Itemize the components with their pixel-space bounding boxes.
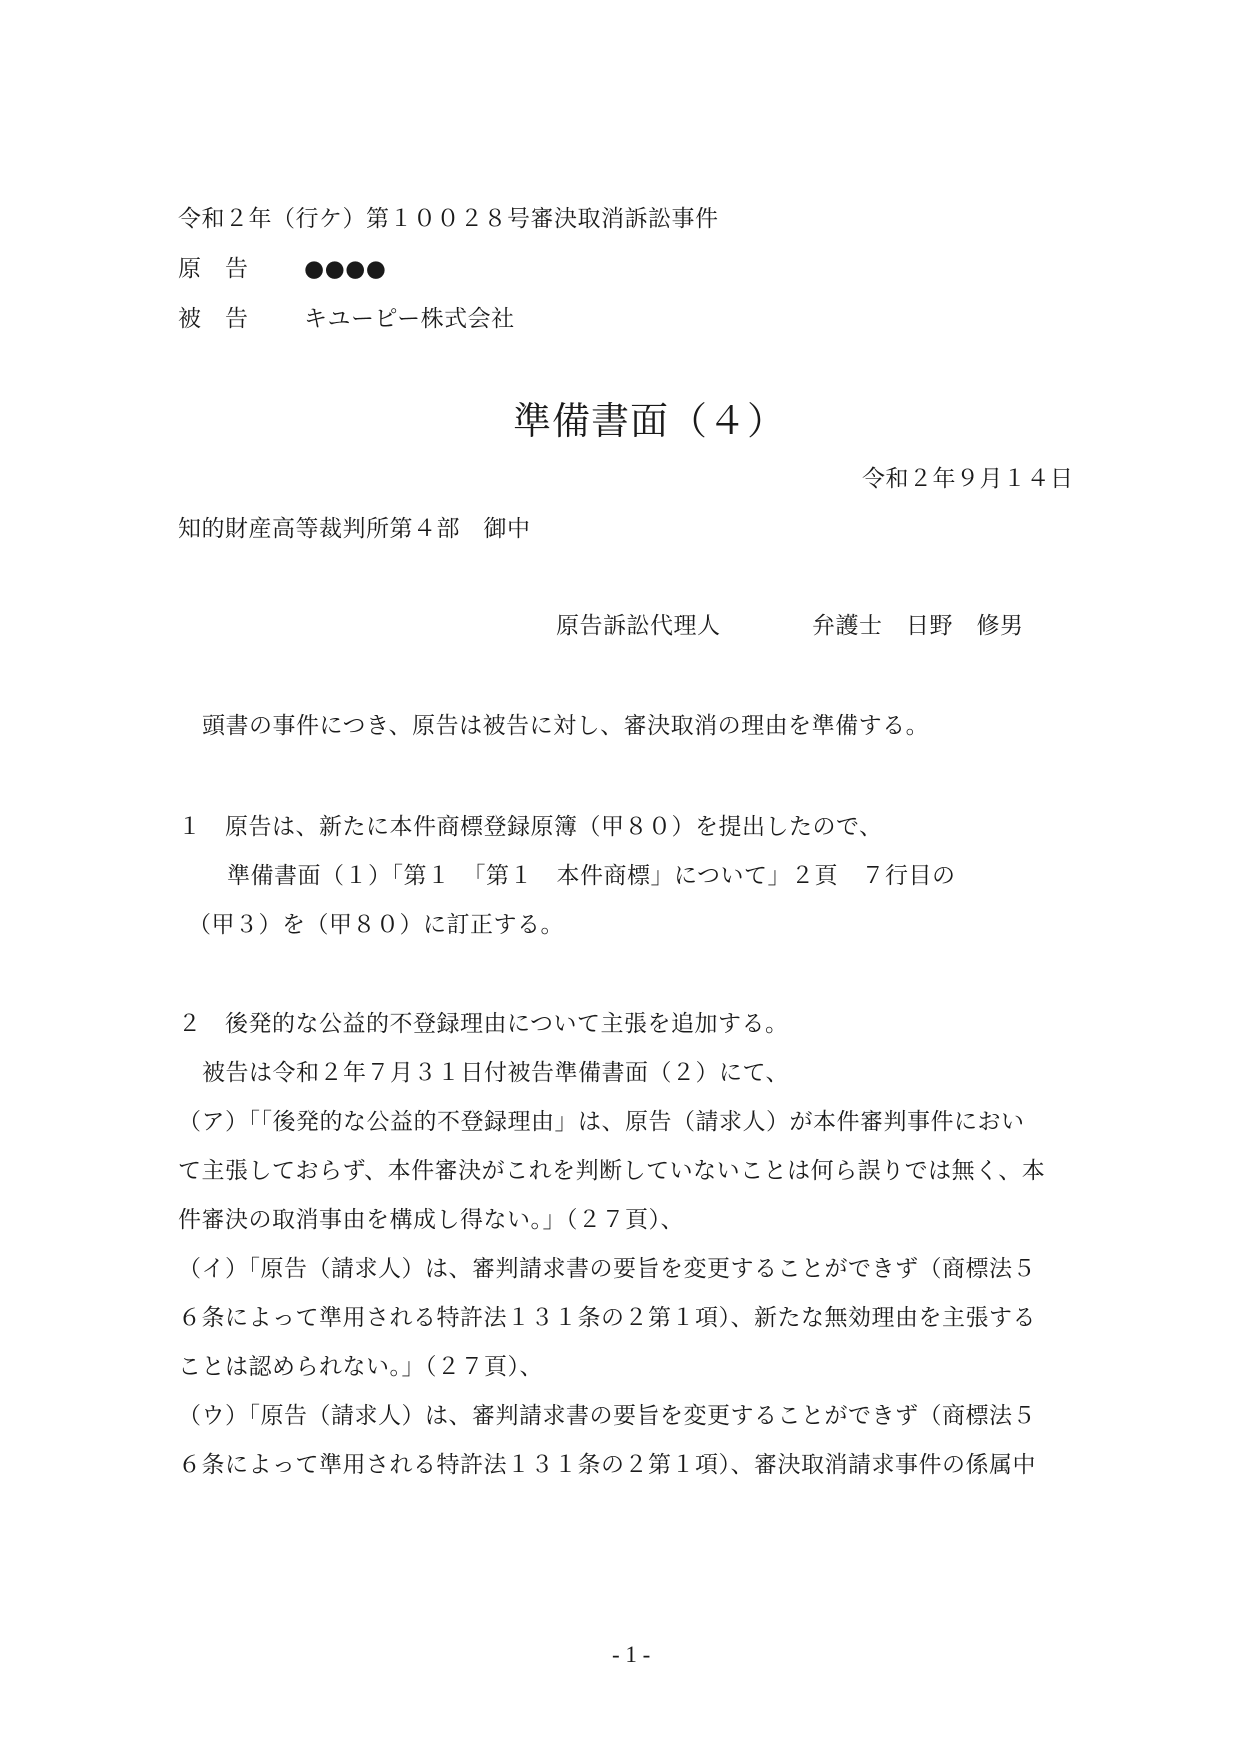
section1-line2: 準備書面（１）「第１ 「第１ 本件商標」について」２頁 ７行目の xyxy=(227,863,956,889)
section2-line: 被告は令和２年７月３１日付被告準備書面（２）にて、 xyxy=(202,1060,790,1086)
plaintiff-name: ●●●● xyxy=(304,256,387,282)
section2-line: 件審決の取消事由を構成し得ない。」（２７頁）、 xyxy=(178,1207,684,1233)
page-number: - 1 - xyxy=(612,1642,651,1667)
section1-line1: １ 原告は、新たに本件商標登録原簿（甲８０）を提出したので、 xyxy=(178,814,883,840)
defendant-label: 被 告 xyxy=(178,306,249,332)
signature-attorney: 弁護士 日野 修男 xyxy=(812,613,1024,639)
court-addressee: 知的財産高等裁判所第４部 御中 xyxy=(178,516,531,542)
plaintiff-label: 原 告 xyxy=(178,256,249,282)
section2-line: （イ）「原告（請求人）は、審判請求書の要旨を変更することができず（商標法５ xyxy=(178,1256,1036,1282)
section2-line: て主張しておらず、本件審決がこれを判断していないことは何ら誤りでは無く、本 xyxy=(178,1158,1046,1184)
section2-line: ６条によって準用される特許法１３１条の２第１項）、新たな無効理由を主張する xyxy=(178,1305,1036,1331)
document-date: 令和２年９月１４日 xyxy=(862,466,1074,492)
section2-heading: ２ 後発的な公益的不登録理由について主張を追加する。 xyxy=(178,1011,789,1037)
section2-line: （ウ）「原告（請求人）は、審判請求書の要旨を変更することができず（商標法５ xyxy=(178,1403,1036,1429)
document-title: 準備書面（４） xyxy=(513,399,787,443)
section2-line: ６条によって準用される特許法１３１条の２第１項）、審決取消請求事件の係属中 xyxy=(178,1452,1036,1478)
section2-line: （ア）「「後発的な公益的不登録理由」は、原告（請求人）が本件審判事件におい xyxy=(178,1109,1025,1135)
intro-paragraph: 頭書の事件につき、原告は被告に対し、審決取消の理由を準備する。 xyxy=(202,713,930,739)
section2-line: ことは認められない。」（２７頁）、 xyxy=(178,1354,543,1380)
section1-line3: （甲３）を（甲８０）に訂正する。 xyxy=(188,912,564,938)
defendant-name: キユーピー株式会社 xyxy=(304,306,515,332)
case-number: 令和２年（行ケ）第１００２８号審決取消訴訟事件 xyxy=(178,206,719,232)
signature-role: 原告訴訟代理人 xyxy=(556,613,721,639)
